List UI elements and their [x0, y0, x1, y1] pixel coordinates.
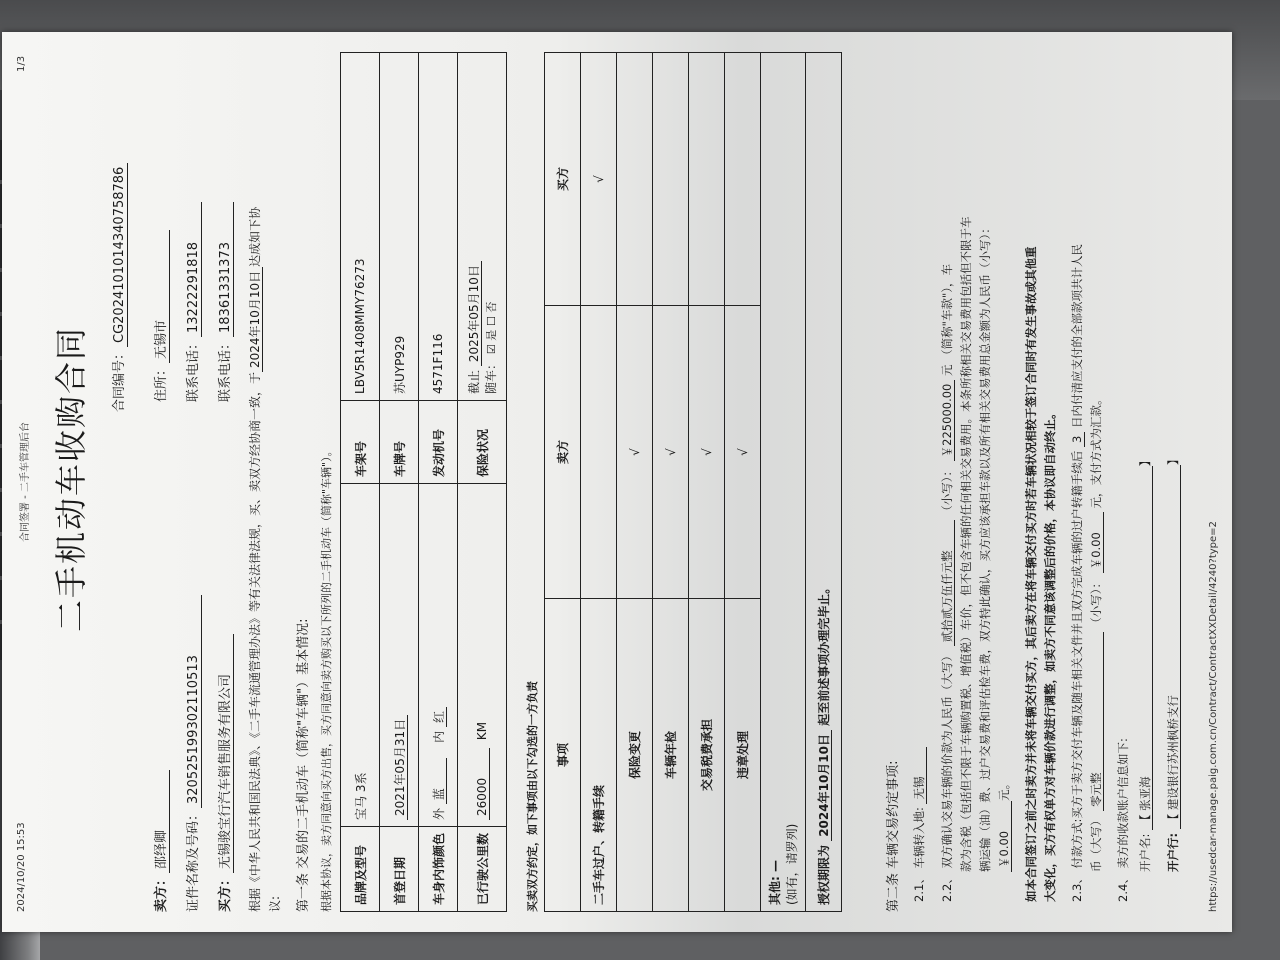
basis-line2: 议: — [268, 895, 282, 912]
table-row — [725, 53, 761, 912]
brand-label: 品牌及型号 — [341, 826, 380, 911]
table-row — [581, 53, 617, 912]
basis-text: 根据《中华人民共和国民法典》、《二手车流通管理办法》等有关法律法规，买、卖双方经协商一致，于 — [248, 371, 262, 912]
price-words: 贰拾贰万伍仟元整 — [940, 520, 955, 646]
clause-2-2-line2: 款为含税（包括但不限于车辆购置税、增值税）车价，但不包含车辆的任何相关交易费用。本条所称相关交易费用包括但不限于车 — [959, 216, 973, 872]
clause-2-2-line3: 辆运输（油）费、过户交易费和评估检车费，双方特此确认，买方应该承担车款以及所有相关交易费用总金额为人民币（小写）： — [978, 222, 992, 872]
proc-intro: 买卖双方约定，如下事项由以下勾选的一方负责 — [526, 681, 539, 912]
table-row — [761, 53, 806, 912]
engine-value: 4571F116 — [419, 53, 458, 401]
clause-2-4-label: 卖方的收款账户信息如下: — [1116, 738, 1130, 869]
adjustment-line1: 如本合同签订之前之时卖方并未将车辆交付买方，其后卖方在将车辆交付买方时若车辆状况相较于签订合同时有发生事故或其他重 — [1024, 246, 1038, 902]
table-row — [806, 53, 842, 912]
footer-url: https://usedcar-manage.paig.com.cn/Contract/ContractXXDetail/4240?type=2 — [1208, 521, 1219, 912]
clause-2-2 — [938, 42, 1014, 902]
seller-phone: 13222291818 — [186, 202, 202, 337]
mileage-unit: KM — [475, 721, 489, 741]
contract-number-value: CG20241010143407587​86 — [112, 163, 128, 347]
authorization-cell — [806, 53, 842, 912]
adjustment-clause — [1022, 247, 1060, 903]
seller-id-label: 证件名称及号码： — [186, 807, 201, 912]
mileage-label: 已行驶公里数 — [458, 826, 507, 911]
seller-id: 320525199302110513 — [186, 595, 202, 808]
proc-buyer-mark — [725, 53, 761, 306]
clause-2-3-text: 日内付清应支付的全部款项共计人民 — [1070, 244, 1084, 429]
clause-2-3 — [1068, 244, 1106, 902]
seller-address: 无锡市 — [154, 230, 170, 363]
proc-seller-mark: √ — [617, 306, 653, 599]
clause-2-3-text: 付款方式:买方于卖方交付车辆及随车相关文件并且双方完成车辆的过户转籍手续后 — [1070, 450, 1084, 869]
reg-date-label: 首登日期 — [380, 826, 419, 911]
mileage-value: 26000 — [475, 748, 490, 820]
proc-buyer-mark: √ — [581, 53, 617, 306]
clause-2-2-text: （小写）： — [940, 464, 954, 517]
buyer-phone: 18361331373 — [218, 202, 234, 337]
seller-name: 邵绎卿 — [154, 770, 170, 873]
reg-date-cell — [380, 483, 419, 826]
contract-number-label: 合同编号： — [112, 346, 127, 412]
proc-item: 保险变更 — [617, 599, 653, 912]
price-number: ￥225000.00 — [940, 380, 955, 462]
buyer-name: 无锡骏宝行汽车销售服务有限公司 — [218, 634, 234, 873]
signing-note: 合同签署 - 二手车管理后台 — [20, 422, 31, 542]
proc-item: 交易税费承担 — [689, 599, 725, 912]
vin-label: 车架号 — [341, 400, 380, 483]
insurance-label: 保险状况 — [458, 400, 507, 483]
article1-intro: 根据本协议，卖方同意向买方出售，买方同意向卖方购买以下所列的二手机动车（简称"车辆"）。 — [320, 445, 333, 912]
reg-date-value: 2021年05月31日 — [393, 715, 408, 820]
table-row — [545, 53, 581, 912]
buyer-phone-label: 联系电话： — [218, 336, 233, 402]
bracket: 】 — [1166, 453, 1180, 466]
seller-address-label: 住所： — [154, 362, 169, 402]
vehicle-info-table — [340, 52, 507, 912]
print-datetime: 2024/10/20 15:53 — [16, 822, 27, 912]
insurance-until: 2025年05月10日 — [467, 261, 482, 366]
contract-basis — [246, 207, 263, 912]
proc-seller-mark: √ — [653, 306, 689, 599]
clause-number: 2.2、 — [940, 872, 954, 902]
buyer-label: 买方： — [218, 872, 233, 912]
insurance-no-checkbox: ☐ 否 — [485, 301, 498, 326]
payment-days: 3 — [1070, 432, 1085, 447]
plate-value: 苏UYP929 — [380, 53, 419, 401]
insurance-until-label: 截止 — [467, 369, 481, 394]
table-row — [380, 53, 419, 912]
clause-2-1-value: 无锡 — [912, 747, 927, 804]
adjustment-line2: 大变化，买方有权单方对车辆价款进行调整，如卖方不同意该调整后的价格，本协议即自动终止。 — [1043, 407, 1057, 902]
bracket: 】 — [1138, 454, 1152, 467]
engine-label: 发动机号 — [419, 400, 458, 483]
seller-label: 卖方： — [154, 872, 169, 912]
basis-text-end: 达成如下协 — [248, 206, 262, 267]
proc-other-cell — [761, 53, 806, 912]
clause-2-4 — [1114, 738, 1133, 902]
insurance-yes-checkbox: ☑ 是 — [485, 329, 498, 355]
proc-seller-mark: √ — [725, 306, 761, 599]
brand-value: 宝马 3系 — [341, 483, 380, 826]
other-label: 其他: — [768, 876, 782, 905]
article1-heading: 第一条 交易的二手机动车（简称"车辆"）基本情况: — [296, 618, 311, 912]
clause-number: 2.4、 — [1116, 872, 1130, 902]
proc-item: 违章处理 — [725, 599, 761, 912]
account-name-row — [1136, 455, 1155, 872]
seller-name-row — [150, 770, 169, 912]
clause-2-2-text: 元 （简称"车款"），车 — [940, 263, 954, 376]
table-row — [458, 53, 507, 912]
auth-label: 授权期限为 — [817, 844, 831, 905]
interior-label: 内 — [431, 730, 446, 743]
mileage-cell — [458, 483, 507, 826]
account-name: 【 张亚海 — [1138, 466, 1153, 830]
proc-buyer-mark — [689, 53, 725, 306]
color-cell — [419, 483, 458, 826]
clause-2-2-text: 元。 — [997, 777, 1011, 801]
clause-2-3-text: 元，支付方式为汇款。 — [1089, 393, 1103, 509]
page-title: 二手机动车收购合同 — [52, 325, 90, 632]
vin-value: LBV5R1408MMY76273 — [341, 53, 380, 401]
table-row — [689, 53, 725, 912]
article2-heading: 第二条 车辆交易约定事项: — [886, 760, 901, 912]
color-label: 车身内饰颜色 — [419, 826, 458, 911]
account-bank-row — [1164, 454, 1183, 872]
buyer-phone-row — [214, 202, 233, 402]
seller-id-row — [182, 595, 201, 912]
proc-item: 车辆年检 — [653, 599, 689, 912]
proc-item: 二手车过户、转籍手续 — [581, 599, 617, 912]
clause-2-2-text: 双方确认交易车辆的价款为人民币（大写） — [940, 650, 954, 869]
table-row — [617, 53, 653, 912]
col-buyer: 买方 — [545, 53, 581, 306]
fees-number: ￥0.00 — [997, 801, 1012, 872]
seller-address-row — [150, 230, 169, 402]
col-seller: 卖方 — [545, 306, 581, 599]
clause-2-3-text: 币（大写） — [1089, 814, 1103, 872]
interior-color: 红 — [432, 707, 447, 727]
auth-text: 起至前述事项办理完毕止。 — [817, 581, 831, 726]
contract-paper — [2, 32, 1232, 932]
insurance-with-label: 随车： — [484, 357, 498, 394]
exterior-color: 蓝 — [432, 758, 447, 804]
clause-number: 2.1、 — [912, 872, 926, 902]
clause-2-3-text: （小写）： — [1089, 576, 1103, 629]
table-row — [341, 53, 380, 912]
table-row — [653, 53, 689, 912]
procedures-table — [544, 52, 842, 912]
clause-number: 2.3、 — [1070, 872, 1084, 902]
clause-2-1-label: 车辆转入地: — [912, 807, 926, 869]
table-row — [419, 53, 458, 912]
insurance-cell — [458, 53, 507, 401]
other-value: — — [768, 860, 782, 872]
auth-date: 2024年10月10日 — [817, 730, 832, 841]
page-number: 1/3 — [16, 55, 27, 72]
account-bank: 【 建设银行苏州枫桥支行 — [1166, 465, 1181, 829]
account-bank-label: 开户行: — [1166, 832, 1180, 872]
clause-2-1 — [910, 747, 929, 902]
proc-buyer-mark — [653, 53, 689, 306]
buyer-name-row — [214, 634, 233, 912]
plate-label: 车牌号 — [380, 400, 419, 483]
basis-date: 2024年10月10日 — [248, 267, 263, 372]
col-item: 事项 — [545, 599, 581, 912]
proc-seller-mark: √ — [689, 306, 725, 599]
proc-buyer-mark — [617, 53, 653, 306]
payment-number: ￥0.00 — [1089, 512, 1104, 573]
contract-number — [108, 163, 127, 412]
seller-phone-row — [182, 202, 201, 402]
payment-words: 零元整 — [1089, 632, 1104, 811]
exterior-label: 外 — [431, 807, 446, 820]
proc-seller-mark — [581, 306, 617, 599]
account-name-label: 开户名: — [1138, 833, 1152, 872]
other-note: (如有，请罗列) — [785, 823, 799, 905]
seller-phone-label: 联系电话： — [186, 336, 201, 402]
